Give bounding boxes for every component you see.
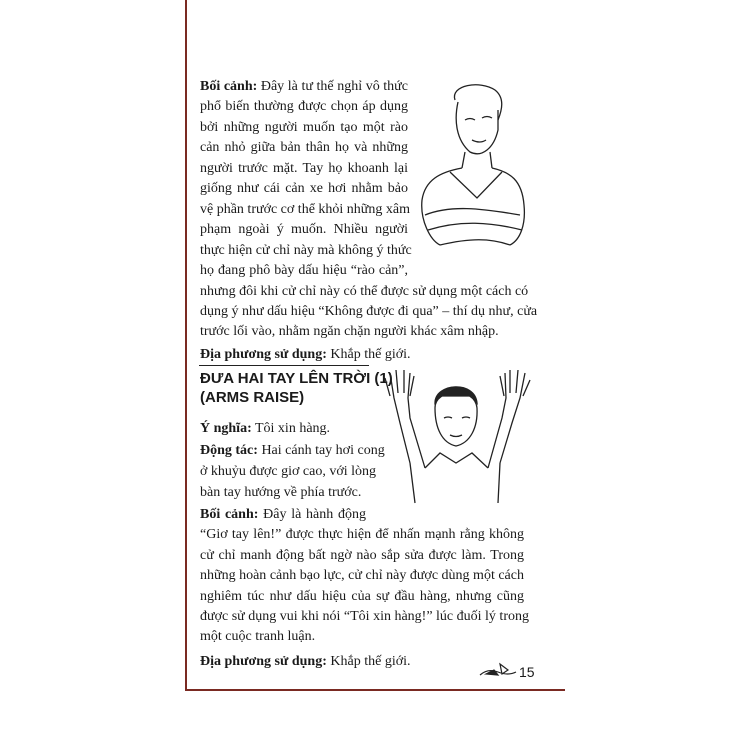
section-title: ĐƯA HAI TAY LÊN TRỜI (1)	[200, 370, 393, 387]
text-line: nghiêm túc như dấu hiệu của sự đầu hàng, nhưng cũng	[200, 589, 524, 604]
section-divider	[199, 365, 369, 366]
section-subtitle: (ARMS RAISE)	[200, 389, 305, 406]
text-line: Bối cảnh: Đây là tư thế nghỉ vô thức	[200, 79, 408, 94]
text-line: phạm ngoài ý muốn. Nhiều người	[200, 222, 408, 237]
text-line: Động tác: Hai cánh tay hơi cong	[200, 443, 385, 458]
text-line: dụng ý như dấu hiệu “Không được đi qua” – thí dụ như, cửa	[200, 304, 538, 319]
page-number: 15	[519, 664, 535, 680]
region-line: Địa phương sử dụng: Khắp thế giới.	[200, 654, 411, 669]
text-line: cản nhỏ giữa bản thân họ và những	[200, 140, 408, 155]
page-bottom-line	[185, 689, 565, 691]
page-margin-line	[185, 0, 187, 690]
page-ornament-icon	[478, 660, 518, 680]
text-line: thực hiện cử chỉ này mà không ý thức	[200, 243, 412, 258]
text-line: họ đang phô bày dấu hiệu “rào cản”,	[200, 263, 408, 278]
text-line: “Giơ tay lên!” được thực hiện để nhấn mạnh rằng không	[200, 527, 524, 542]
text-line: nhưng đôi khi cử chỉ này có thể được sử dụng một cách có	[200, 284, 529, 299]
text-line: cử chỉ manh động bất ngờ nào sắp sửa được làm. Trong	[200, 548, 524, 563]
text-line: bàn tay hướng về phía trước.	[200, 485, 362, 500]
arms-raised-man-illustration	[380, 368, 535, 508]
region-line: Địa phương sử dụng: Khắp thế giới.	[200, 347, 411, 362]
text-line: người trước mặt. Tay họ khoanh lại	[200, 161, 408, 176]
text-line: vệ phần trước cơ thể khỏi những xâm	[200, 202, 410, 217]
text-line: phổ biến thường được chọn áp dụng	[200, 99, 408, 114]
crossed-arms-man-illustration	[410, 80, 530, 255]
text-line: giống như cái cản xe hơi nhằm bảo	[200, 181, 408, 196]
text-line: Bối cảnh: Đây là hành động	[200, 507, 366, 522]
text-line: một cuộc tranh luận.	[200, 629, 316, 644]
text-line: ở khuỷu được giơ cao, với lòng	[200, 464, 377, 479]
meaning-line: Ý nghĩa: Tôi xin hàng.	[200, 421, 331, 436]
text-line: bởi những người muốn tạo một rào	[200, 120, 408, 135]
text-line: được sử dụng vui khi nói “Tôi xin hàng!” lúc đuối lý trong	[200, 609, 529, 624]
text-line: trước lối vào, nhằm ngăn chặn người khác xâm nhập.	[200, 324, 499, 339]
text-line: những hoàn cảnh bạo lực, cử chỉ này được dùng một cách	[200, 568, 524, 583]
